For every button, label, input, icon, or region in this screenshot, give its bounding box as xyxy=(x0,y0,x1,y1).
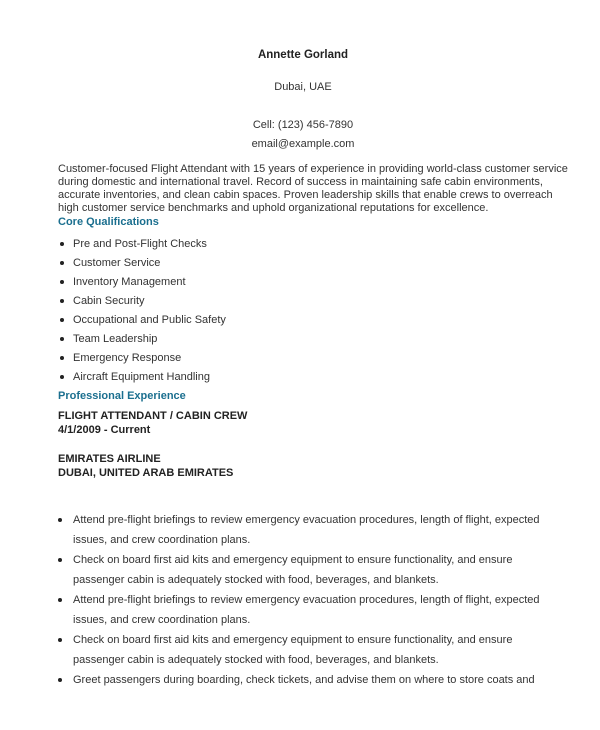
qualifications-list xyxy=(58,237,600,389)
list-item xyxy=(58,237,600,256)
professional-experience-heading: Professional Experience xyxy=(58,390,186,402)
list-item xyxy=(58,670,542,690)
bullet-icon xyxy=(58,598,62,602)
qualification-text: Pre and Post-Flight Checks xyxy=(73,238,207,250)
qualification-text: Cabin Security xyxy=(73,295,145,307)
bullet-icon xyxy=(60,375,64,379)
list-item xyxy=(58,294,600,313)
qualification-text: Team Leadership xyxy=(73,333,158,345)
list-item xyxy=(58,510,542,550)
list-item xyxy=(58,351,600,370)
qualification-text: Emergency Response xyxy=(73,352,182,364)
list-item xyxy=(58,256,600,275)
bullet-icon xyxy=(60,280,64,284)
duty-text: Attend pre-flight briefings to review emergency evacuation procedures, length of flight, expected issues, and crew coordination plans. xyxy=(73,594,540,626)
qualification-text: Aircraft Equipment Handling xyxy=(73,371,210,383)
duty-text: Greet passengers during boarding, check tickets, and advise them on where to store coats and xyxy=(73,674,535,686)
list-item xyxy=(58,630,542,670)
duties-list xyxy=(58,510,542,690)
bullet-icon xyxy=(60,356,64,360)
qualification-text: Occupational and Public Safety xyxy=(73,314,226,326)
job-title: FLIGHT ATTENDANT / CABIN CREW xyxy=(58,410,248,422)
qualification-text: Inventory Management xyxy=(73,276,186,288)
employer-name: EMIRATES AIRLINE xyxy=(58,453,161,465)
duty-text: Attend pre-flight briefings to review emergency evacuation procedures, length of flight, expected issues, and crew coordination plans. xyxy=(73,514,540,546)
list-item xyxy=(58,550,542,590)
candidate-name: Annette Gorland xyxy=(257,49,349,61)
bullet-icon xyxy=(58,518,62,522)
employer-location: DUBAI, UNITED ARAB EMIRATES xyxy=(58,467,234,479)
bullet-icon xyxy=(58,558,62,562)
candidate-phone: Cell: (123) 456-7890 xyxy=(252,119,354,131)
duty-text: Check on board first aid kits and emergency equipment to ensure functionality, and ensure passenger cabin is adequately stocked with food, beverages, and blankets. xyxy=(73,634,513,666)
list-item xyxy=(58,275,600,294)
core-qualifications-heading: Core Qualifications xyxy=(58,216,159,228)
qualification-text: Customer Service xyxy=(73,257,161,269)
candidate-email: email@example.com xyxy=(251,138,355,150)
list-item xyxy=(58,590,542,630)
bullet-icon xyxy=(60,261,64,265)
candidate-location: Dubai, UAE xyxy=(274,81,332,93)
bullet-icon xyxy=(60,299,64,303)
bullet-icon xyxy=(58,638,62,642)
list-item xyxy=(58,313,600,332)
list-item xyxy=(58,370,600,389)
professional-summary: Customer-focused Flight Attendant with 15 years of experience in providing world-class customer service during domestic and international travel. Record of success in maintaining safe cabin environments, accurate inventories, and clean cabin spaces. Proven leadership skills that enable crews to overreach high customer service benchmarks and uphold organizational reputations for excellence. xyxy=(58,163,568,214)
list-item xyxy=(58,332,600,351)
job-dates: 4/1/2009 - Current xyxy=(58,424,151,436)
bullet-icon xyxy=(60,242,64,246)
duty-text: Check on board first aid kits and emergency equipment to ensure functionality, and ensure passenger cabin is adequately stocked with food, beverages, and blankets. xyxy=(73,554,513,586)
bullet-icon xyxy=(60,318,64,322)
bullet-icon xyxy=(58,678,62,682)
bullet-icon xyxy=(60,337,64,341)
